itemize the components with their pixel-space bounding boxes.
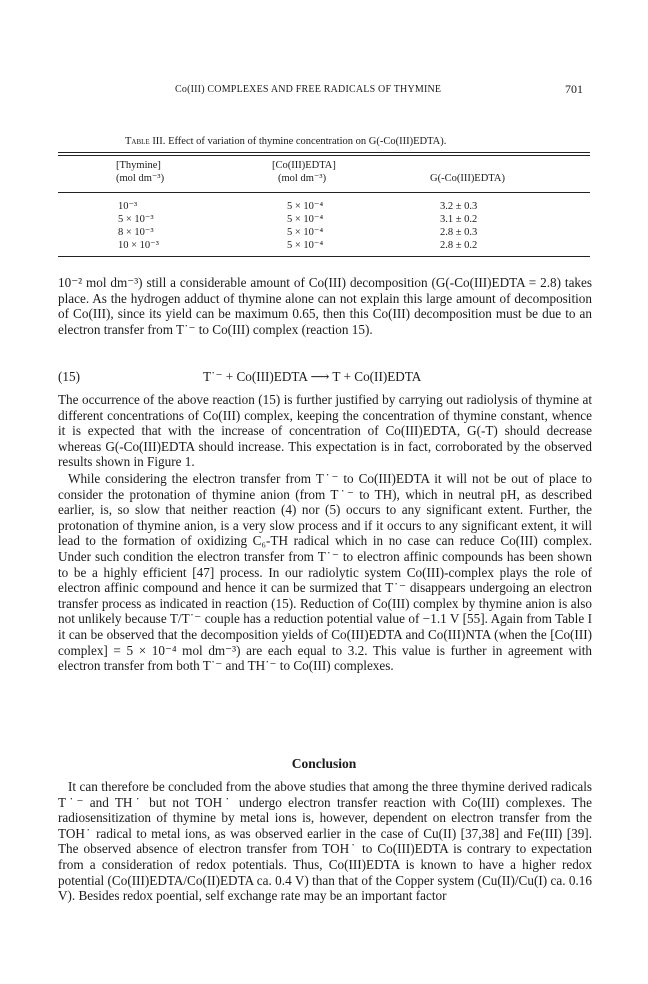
table-header-rule (58, 192, 590, 193)
header-line: G(-Co(III)EDTA) (430, 173, 505, 184)
section-heading-conclusion: Conclusion (291, 756, 357, 771)
table-cell: 2.8 ± 0.2 (440, 240, 478, 251)
running-head: Co(III) COMPLEXES AND FREE RADICALS OF THYMINE (175, 84, 442, 95)
table-cell: 3.2 ± 0.3 (440, 201, 478, 212)
page-number: 701 (565, 82, 583, 96)
table-cell: 5 × 10⁻⁴ (287, 214, 324, 225)
table-top-rule-double (58, 155, 590, 156)
table-column-yield (440, 200, 590, 252)
table-cell: 10 × 10⁻³ (118, 240, 159, 251)
table-column-coedta (287, 200, 417, 252)
table-top-rule (58, 152, 590, 153)
header-unit: (mol dm⁻³) (116, 173, 165, 184)
table-caption-label: Table III. (125, 136, 166, 147)
table-bottom-rule (58, 256, 590, 257)
table-cell: 8 × 10⁻³ (118, 227, 154, 238)
table-header-yield (430, 159, 580, 185)
table-caption-text: Effect of variation of thymine concentration on G(-Co(III)EDTA). (168, 136, 447, 147)
table-cell: 2.8 ± 0.3 (440, 227, 478, 238)
table-header-thymine (116, 159, 226, 185)
table-cell: 5 × 10⁻⁴ (287, 227, 324, 238)
table-cell: 3.1 ± 0.2 (440, 214, 478, 225)
reaction-number: (15) (58, 369, 80, 384)
body-paragraph: 10⁻² mol dm⁻³) still a considerable amount of Co(III) decomposition (G(-Co(III)EDTA = 2.8) takes place. As the hydrogen adduct of thymine alone can not explain this large amount of decomposition of Co(III), since its yield can be maximum 0.65, then this Co(III) decomposition must be due to an electron transfer from T˙⁻ to Co(III) complex (reaction 15). (58, 275, 592, 337)
header-line: [Thymine] (116, 160, 161, 171)
table-cell: 5 × 10⁻⁴ (287, 201, 324, 212)
header-line: [Co(III)EDTA] (272, 160, 336, 171)
body-paragraph: While considering the electron transfer from T˙⁻ to Co(III)EDTA it will not be out of place to consider the protonation of thymine anion (from T˙⁻ to TH), which in neutral pH, as described earlier, is, so slow that neither reaction (4) nor (5) occurs to any significant extent. Further, the protonation of thymine anion, is a very slow process and if it occurs to any significant extent, it will lead to the formation of oxidizing C₆-TH radical which in no case can reduce Co(III) complex. Under such condition the electron transfer from T˙⁻ to electron affinic compounds has been shown to be a highly efficient [47] process. In our radiolytic system Co(III)-complex plays the role of electron affinic compound and hence it can be surmized that T˙⁻ disappears undergoing an electron transfer process as indicated in reaction (15). Reduction of Co(III) complex by thymine anion is also not unlikely because T/T˙⁻ couple has a reduction potential value of −1.1 V [55]. Again from Table I it can be observed that the decomposition yields of Co(III)EDTA and Co(III)NTA (when the [Co(III) complex] = 5 × 10⁻⁴ mol dm⁻³) are each equal to 3.2. This value is further in agreement with electron transfer from both T˙⁻ and TH˙⁻ to Co(III) complexes. (58, 471, 592, 674)
table-caption (125, 136, 585, 147)
reaction-equation: T˙⁻ + Co(III)EDTA ⟶ T + Co(II)EDTA (203, 369, 422, 384)
table-cell: 5 × 10⁻³ (118, 214, 154, 225)
body-paragraph: It can therefore be concluded from the above studies that among the three thymine derived radicals T˙⁻ and TH˙ but not TOH˙ undergo electron transfer reaction with Co(III) complexes. The radiosensitization of thymine by metal ions is, however, dependent on electron transfer from the TOH˙ radical to metal ions, as was observed earlier in the case of Cu(II) [37,38] and Fe(III) [39]. The observed absence of electron transfer from TOH˙ to Co(III)EDTA is contrary to expectation from a consideration of redox potentials. Thus, Co(III)EDTA is known to have a higher redox potential (Co(III)EDTA/Co(II)EDTA ca. 0.4 V) than that of the Copper system (Cu(II)/Cu(I) ca. 0.16 V). Besides redox poential, self exchange rate may be an important factor (58, 779, 592, 904)
body-paragraph: The occurrence of the above reaction (15) is further justified by carrying out radiolysis of thymine at different concentrations of Co(III) complex, keeping the concentration of thymine constant, whence it is expected that with the increase of concentration of Co(III)EDTA, G(-T) should decrease whereas G(-Co(III)EDTA should increase. This expectation is in fact, corroborated by the observed results shown in Figure 1. (58, 392, 592, 470)
table-cell: 10⁻³ (118, 201, 138, 212)
table-cell: 5 × 10⁻⁴ (287, 240, 324, 251)
header-unit: (mol dm⁻³) (278, 173, 327, 184)
table-column-thymine (116, 200, 226, 252)
table-header-coedta (272, 159, 402, 185)
